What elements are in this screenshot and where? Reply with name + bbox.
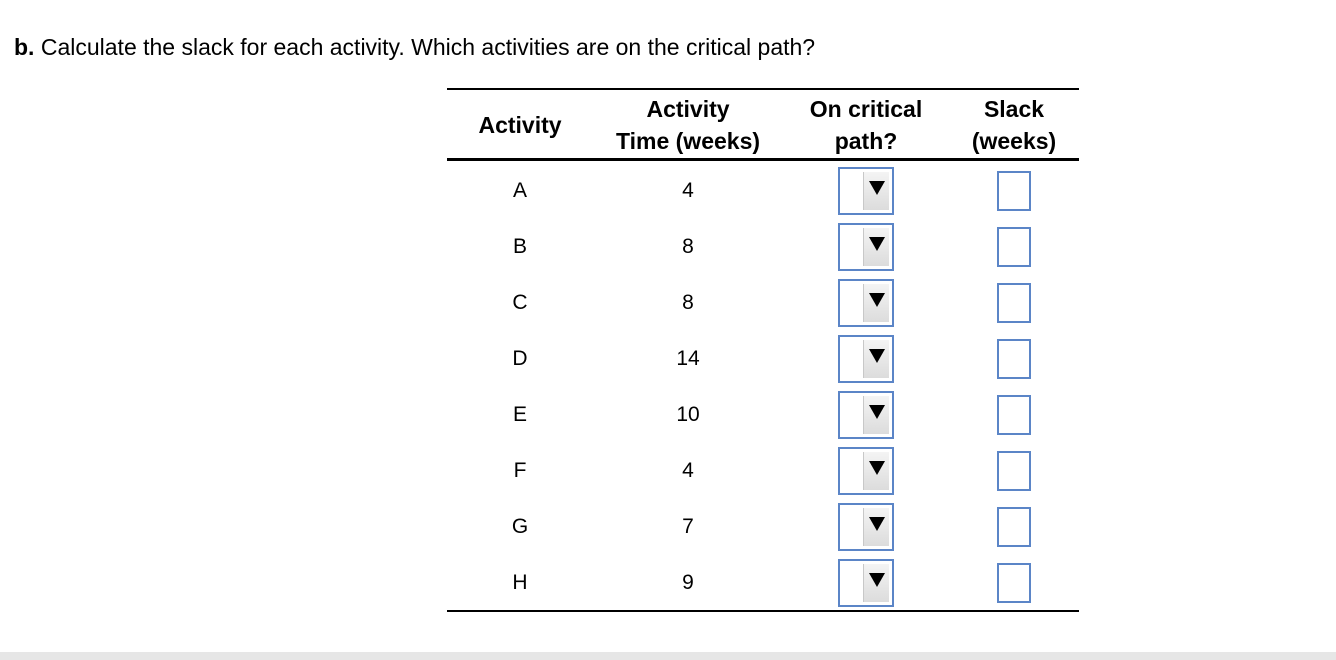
critical-path-dropdown[interactable] (838, 335, 894, 383)
critical-path-dropdown[interactable] (838, 559, 894, 607)
activity-time-cell: 8 (682, 291, 694, 314)
slack-input[interactable] (997, 563, 1031, 603)
dropdown-button[interactable] (863, 508, 889, 546)
triangle-down-icon (869, 517, 885, 531)
triangle-down-icon (869, 573, 885, 587)
activity-time-cell: 10 (676, 403, 700, 426)
slack-input[interactable] (997, 451, 1031, 491)
triangle-down-icon (869, 349, 885, 363)
slack-cell (949, 499, 1079, 555)
table-row (447, 555, 1079, 611)
slack-input[interactable] (997, 171, 1031, 211)
activity-cell: E (512, 403, 527, 426)
critical-path-dropdown[interactable] (838, 391, 894, 439)
header-activity-time (593, 92, 783, 158)
activity-cell: A (512, 179, 527, 202)
critical-path-cell (783, 163, 949, 219)
dropdown-button[interactable] (863, 340, 889, 378)
critical-path-cell (783, 443, 949, 499)
dropdown-button[interactable] (863, 452, 889, 490)
slack-cell (949, 443, 1079, 499)
slack-cell (949, 163, 1079, 219)
header-critical-line2: path? (834, 128, 898, 154)
slack-input[interactable] (997, 227, 1031, 267)
table-row (447, 443, 1079, 499)
triangle-down-icon (869, 237, 885, 251)
header-critical-line1: On critical (809, 96, 923, 122)
activity-cell: B (512, 235, 527, 258)
question-text (14, 32, 815, 62)
critical-path-dropdown[interactable] (838, 223, 894, 271)
table-row (447, 219, 1079, 275)
critical-path-cell (783, 499, 949, 555)
activity-time-cell: 4 (682, 179, 694, 202)
activity-cell: G (511, 515, 529, 538)
triangle-down-icon (869, 181, 885, 195)
header-slack (949, 92, 1079, 158)
activity-cell: H (512, 571, 528, 594)
header-on-critical-path (783, 92, 949, 158)
activity-time-cell: 8 (682, 235, 694, 258)
slack-input[interactable] (997, 507, 1031, 547)
activity-time-cell: 7 (682, 515, 694, 538)
table-row (447, 163, 1079, 219)
header-time-line2: Time (weeks) (615, 128, 761, 154)
table-row (447, 499, 1079, 555)
slack-input[interactable] (997, 283, 1031, 323)
dropdown-button[interactable] (863, 172, 889, 210)
question-label: b. (14, 34, 35, 60)
slack-cell (949, 275, 1079, 331)
table-bottom-rule (447, 610, 1079, 612)
critical-path-cell (783, 275, 949, 331)
header-slack-line1: Slack (983, 96, 1045, 122)
triangle-down-icon (869, 461, 885, 475)
table-header-rule (447, 158, 1079, 161)
activity-cell: D (512, 347, 528, 370)
activity-time-cell: 9 (682, 571, 694, 594)
header-slack-line2: (weeks) (971, 128, 1057, 154)
header-time-line1: Activity (646, 96, 730, 122)
slack-input[interactable] (997, 395, 1031, 435)
activity-time-cell: 4 (682, 459, 694, 482)
critical-path-cell (783, 555, 949, 611)
dropdown-button[interactable] (863, 564, 889, 602)
dropdown-button[interactable] (863, 228, 889, 266)
critical-path-cell (783, 219, 949, 275)
table-row (447, 387, 1079, 443)
question-body: Calculate the slack for each activity. Which activities are on the critical path? (34, 34, 816, 60)
critical-path-dropdown[interactable] (838, 167, 894, 215)
critical-path-dropdown[interactable] (838, 447, 894, 495)
table-row (447, 331, 1079, 387)
activity-cell: F (513, 459, 527, 482)
critical-path-dropdown[interactable] (838, 279, 894, 327)
header-activity-label: Activity (478, 112, 562, 138)
slack-cell (949, 219, 1079, 275)
dropdown-button[interactable] (863, 396, 889, 434)
dropdown-button[interactable] (863, 284, 889, 322)
triangle-down-icon (869, 405, 885, 419)
slack-cell (949, 555, 1079, 611)
header-activity (447, 92, 593, 158)
table-top-rule (447, 88, 1079, 90)
critical-path-cell (783, 331, 949, 387)
activity-cell: C (512, 291, 528, 314)
critical-path-cell (783, 387, 949, 443)
slack-input[interactable] (997, 339, 1031, 379)
slack-cell (949, 387, 1079, 443)
critical-path-dropdown[interactable] (838, 503, 894, 551)
slack-cell (949, 331, 1079, 387)
activity-time-cell: 14 (676, 347, 700, 370)
table-row (447, 275, 1079, 331)
triangle-down-icon (869, 293, 885, 307)
footer-bar (0, 652, 1336, 660)
